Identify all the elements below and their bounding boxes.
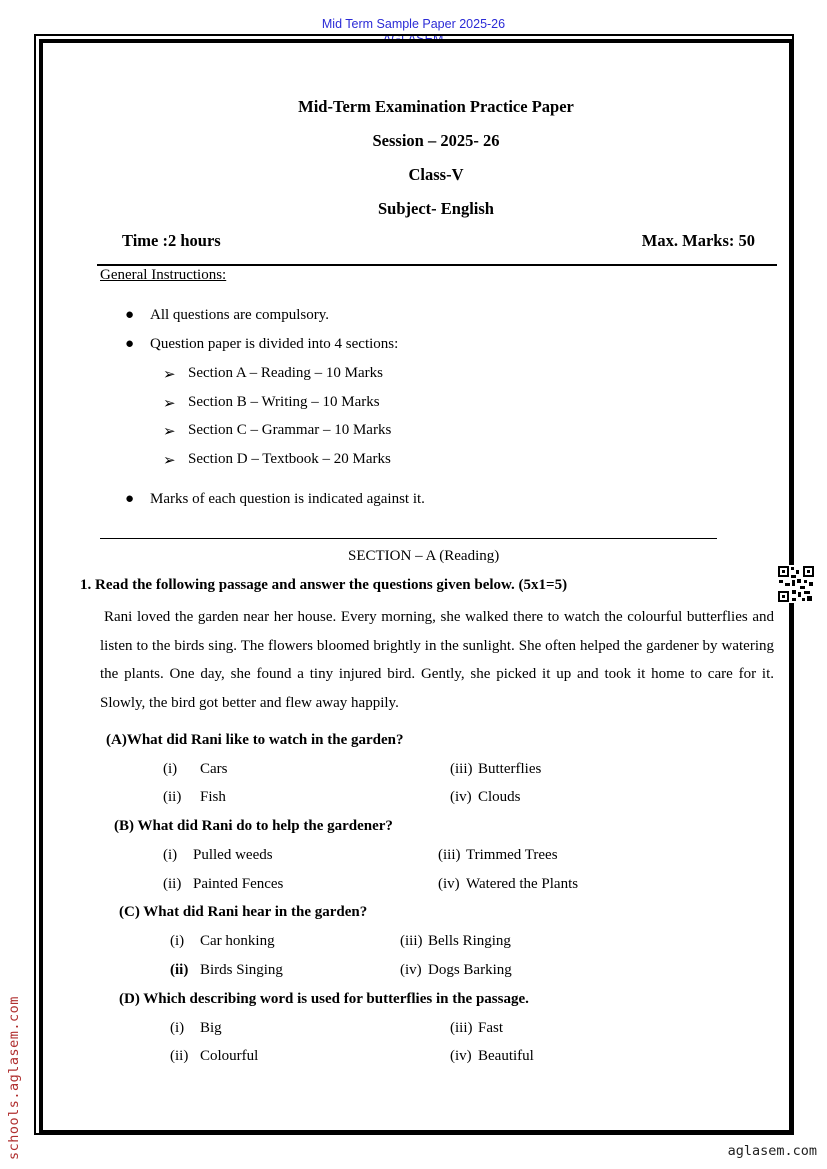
bullet-icon: ● xyxy=(125,307,135,323)
section-divider xyxy=(100,538,717,539)
option-text: Trimmed Trees xyxy=(466,847,558,863)
option-text: Cars xyxy=(200,761,228,777)
option-number: (ii) xyxy=(163,789,182,805)
question-1: 1. Read the following passage and answer the questions given below. (5x1=5) xyxy=(80,577,568,593)
section-list-item: Section C – Grammar – 10 Marks xyxy=(188,422,392,438)
section-list-item: Section B – Writing – 10 Marks xyxy=(188,394,380,410)
question-d: (D) Which describing word is used for butterflies in the passage. xyxy=(119,991,529,1007)
option-text: Pulled weeds xyxy=(193,847,273,863)
option-number: (ii) xyxy=(163,876,182,892)
option-text: Bells Ringing xyxy=(428,933,511,949)
section-list-item: Section A – Reading – 10 Marks xyxy=(188,365,383,381)
arrow-icon: ➢ xyxy=(163,367,176,383)
option-text: Dogs Barking xyxy=(428,962,512,978)
instruction-item: Question paper is divided into 4 sections: xyxy=(150,336,399,352)
arrow-icon: ➢ xyxy=(163,396,176,412)
arrow-icon: ➢ xyxy=(163,453,176,469)
option-text: Birds Singing xyxy=(200,962,283,978)
watermark-line-2: – AGLASEM – xyxy=(373,32,454,46)
option-number: (i) xyxy=(170,933,185,949)
qr-code-icon xyxy=(777,565,815,603)
option-text: Beautiful xyxy=(478,1048,534,1064)
watermark-line-1: Mid Term Sample Paper 2025-26 xyxy=(321,17,506,31)
footer-watermark-url[interactable]: aglasem.com xyxy=(727,1143,817,1159)
instructions-heading: General Instructions: xyxy=(100,267,227,283)
option-number: (iv) xyxy=(438,876,460,892)
question-b: (B) What did Rani do to help the gardener? xyxy=(114,818,393,834)
option-text: Clouds xyxy=(478,789,521,805)
option-text: Painted Fences xyxy=(193,876,284,892)
reading-passage: Rani loved the garden near her house. Every morning, she walked there to watch the colourful butterflies and listen to the birds sing. The flowers bloomed brightly in the sunlight. She often helped the gardener by watering the plants. One day, she found a tiny injured bird. Gently, she picked it up and took it home to care for it. Slowly, the bird got better and flew away happily. xyxy=(100,609,774,712)
question-c: (C) What did Rani hear in the garden? xyxy=(119,904,368,920)
question-a: (A)What did Rani like to watch in the garden? xyxy=(106,732,404,748)
bullet-icon: ● xyxy=(125,336,135,352)
session-label: Session – 2025- 26 xyxy=(372,131,500,150)
arrow-icon: ➢ xyxy=(163,424,176,440)
instruction-item: All questions are compulsory. xyxy=(150,307,329,323)
option-number: (ii) xyxy=(170,1048,189,1064)
header-divider xyxy=(97,264,777,266)
option-number: (iii) xyxy=(438,847,461,863)
option-number: (iv) xyxy=(400,962,422,978)
max-marks-label: Max. Marks: 50 xyxy=(641,231,755,250)
option-text: Car honking xyxy=(200,933,275,949)
instruction-item: Marks of each question is indicated against it. xyxy=(150,491,425,507)
option-number: (iii) xyxy=(450,761,473,777)
option-text: Colourful xyxy=(200,1048,259,1064)
option-number: (iv) xyxy=(450,789,472,805)
section-a-heading: SECTION – A (Reading) xyxy=(348,548,500,564)
option-number: (iv) xyxy=(450,1048,472,1064)
option-number: (i) xyxy=(163,761,178,777)
bullet-icon: ● xyxy=(125,491,135,507)
option-number: (ii) xyxy=(170,962,189,978)
option-text: Butterflies xyxy=(478,761,542,777)
class-label: Class-V xyxy=(408,165,464,184)
option-text: Fast xyxy=(478,1020,504,1036)
exam-title: Mid-Term Examination Practice Paper xyxy=(298,97,574,116)
side-watermark-url[interactable]: schools.aglasem.com xyxy=(6,996,22,1160)
time-label: Time :2 hours xyxy=(122,231,221,250)
subject-label: Subject- English xyxy=(378,199,494,218)
option-number: (iii) xyxy=(400,933,423,949)
option-number: (iii) xyxy=(450,1020,473,1036)
option-number: (i) xyxy=(163,847,178,863)
option-text: Fish xyxy=(200,789,226,805)
section-list-item: Section D – Textbook – 20 Marks xyxy=(188,451,391,467)
option-text: Watered the Plants xyxy=(466,876,579,892)
option-number: (i) xyxy=(170,1020,185,1036)
option-text: Big xyxy=(200,1020,222,1036)
